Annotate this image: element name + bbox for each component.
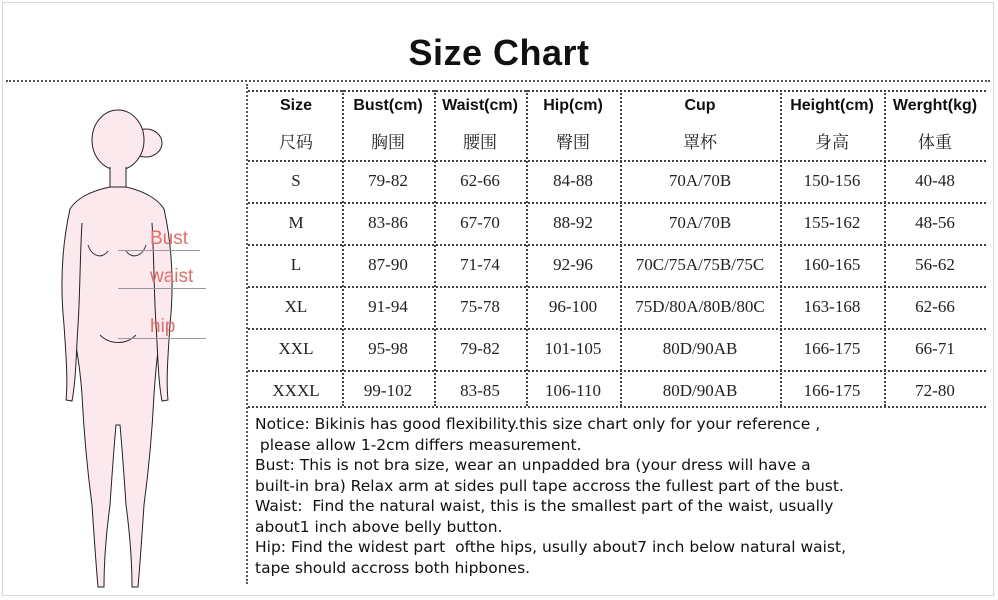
hip-cell: 96-100 [548,297,598,316]
table-rule [248,160,986,162]
hip-header-cn: 臀围 [556,133,590,153]
hip-cell: 84-88 [553,171,593,190]
cup-cell: 70C/75A/75B/75C [635,255,765,274]
page-title: Size Chart [408,32,590,73]
cup-header-cn: 罩杯 [683,133,717,153]
note-line: please allow 1-2cm differs measurement. [255,435,582,454]
cup-cell: 80D/90AB [662,381,738,400]
height-cell: 150-156 [803,171,861,190]
table-rule [248,286,986,288]
hip-cell: 101-105 [544,339,602,358]
hip-pointer [118,338,206,339]
waist-cell: 75-78 [460,297,500,316]
size-header-cn: 尺码 [279,133,313,153]
size-header: Size [279,97,312,114]
size-cell: XXXL [272,381,320,400]
waist-cell: 83-85 [460,381,500,400]
table-rule [248,328,986,330]
bust-cell: 99-102 [363,381,413,400]
note-line: built-in bra) Relax arm at sides pull tape accross the fullest part of the bust. [255,476,844,495]
head-shape [92,110,144,170]
bust-cell: 95-98 [368,339,408,358]
note-line: Notice: Bikinis has good flexibility.this size chart only for your reference , [255,415,821,433]
title-divider [6,80,990,82]
size-cell: XL [284,297,308,316]
cup-cell: 75D/80A/80B/80C [635,297,765,316]
note-line: Hip: Find the widest part ofthe hips, usully about7 inch below natural waist, [255,538,847,556]
waist-cell: 62-66 [460,171,500,190]
size-cell: S [291,171,301,190]
weight-cell: 72-80 [915,381,955,400]
height-cell: 166-175 [803,339,861,358]
bust-cell: 83-86 [368,213,408,232]
weight-cell: 66-71 [915,339,955,358]
bust-header-cn: 胸围 [371,133,405,153]
figure-divider [246,84,248,584]
note-line: about1 inch above belly button. [255,517,503,536]
size-cell: XXL [278,339,314,358]
waist-cell: 71-74 [460,255,500,274]
bust-cell: 79-82 [368,171,408,190]
note-line: Bust: This is not bra size, wear an unpadded bra (your dress will have a [255,456,811,474]
table-rule [248,244,986,246]
weight-cell: 48-56 [915,213,955,232]
waist-pointer [118,288,206,289]
size-cell: M [288,213,304,232]
waist-cell: 79-82 [460,339,500,358]
weight-header-cn: 体重 [918,133,952,153]
waist-label: waist [150,266,194,287]
note-line: tape should accross both hipbones. [255,558,531,577]
waist-cell: 67-70 [460,213,500,232]
bust-header: Bust(cm) [353,97,423,114]
body-figure [40,95,240,595]
height-header-cn: 身高 [815,133,849,153]
hip-cell: 92-96 [553,255,593,274]
neck-shape [110,167,126,187]
size-cell: L [290,255,302,274]
bust-cell: 91-94 [368,297,408,316]
hip-header: Hip(cm) [543,97,603,114]
cup-cell: 70A/70B [668,213,732,232]
bust-cell: 87-90 [368,255,408,274]
cup-cell: 70A/70B [668,171,732,190]
waist-header-cn: 腰围 [463,133,497,153]
height-cell: 160-165 [803,255,861,274]
notes-section [255,414,990,578]
cup-header: Cup [684,97,716,114]
table-rule [248,90,986,92]
note-line: Waist: Find the natural waist, this is the smallest part of the waist, usually [255,497,834,515]
height-cell: 163-168 [803,297,861,316]
waist-header: Waist(cm) [442,97,518,114]
height-cell: 166-175 [803,381,861,400]
table-rule [248,202,986,204]
weight-header: Werght(kg) [892,97,978,114]
table-rule [248,370,986,372]
table-rule [248,406,986,408]
bust-pointer [118,250,200,251]
weight-cell: 56-62 [915,255,955,274]
hip-cell: 106-110 [544,381,602,400]
bust-label: Bust [150,228,189,249]
height-header: Height(cm) [790,97,874,114]
weight-cell: 62-66 [915,297,955,316]
hip-label: hip [150,316,176,337]
height-cell: 155-162 [803,213,861,232]
weight-cell: 40-48 [915,171,955,190]
left-arm-shape [62,209,82,401]
hip-cell: 88-92 [553,213,593,232]
cup-cell: 80D/90AB [662,339,738,358]
